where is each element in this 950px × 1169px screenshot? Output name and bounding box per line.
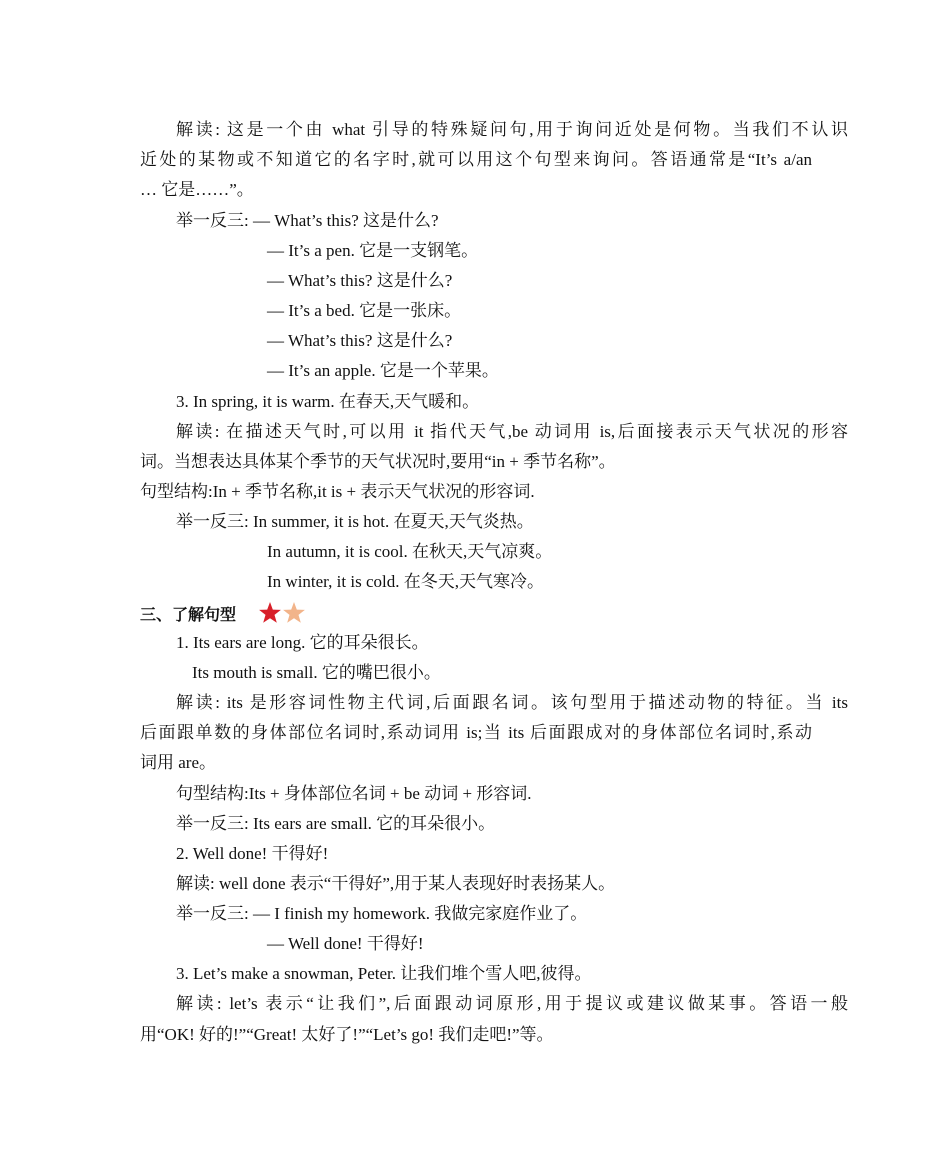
sentence-item: 2. Well done! 干得好! xyxy=(176,844,329,863)
paragraph-line: 后面跟单数的身体部位名词时,系动词用 is;当 its 后面跟成对的身体部位名词时,系动 xyxy=(140,723,812,742)
structure-line: 句型结构:Its + 身体部位名词 + be 动词 + 形容词. xyxy=(176,784,532,803)
example-line: In autumn, it is cool. 在秋天,天气凉爽。 xyxy=(267,542,553,561)
sentence-item: 3. In spring, it is warm. 在春天,天气暖和。 xyxy=(176,392,480,411)
paragraph-line: 用“OK! 好的!”“Great! 太好了!”“Let’s go! 我们走吧!”等。 xyxy=(140,1025,554,1044)
sentence-item: Its mouth is small. 它的嘴巴很小。 xyxy=(192,663,441,682)
example-line: — It’s an apple. 它是一个苹果。 xyxy=(267,361,499,380)
example-line: — What’s this? 这是什么? xyxy=(267,271,453,290)
star-rating-icon xyxy=(258,601,308,625)
section-heading-text: 三、了解句型 xyxy=(140,605,237,624)
star-faded-icon xyxy=(283,602,305,623)
example-line: 举一反三: — What’s this? 这是什么? xyxy=(176,211,439,230)
paragraph-line: 解读: its 是形容词性物主代词,后面跟名词。该句型用于描述动物的特征。当 its xyxy=(176,693,848,712)
sentence-item: 1. Its ears are long. 它的耳朵很长。 xyxy=(176,633,429,652)
example-line: 举一反三: Its ears are small. 它的耳朵很小。 xyxy=(176,814,496,833)
example-line: — It’s a pen. 它是一支钢笔。 xyxy=(267,241,479,260)
paragraph-line: … 它是……”。 xyxy=(140,180,254,199)
sentence-item: 3. Let’s make a snowman, Peter. 让我们堆个雪人吧,彼得。 xyxy=(176,964,592,983)
example-line: 举一反三: In summer, it is hot. 在夏天,天气炎热。 xyxy=(176,512,534,531)
example-line: In winter, it is cold. 在冬天,天气寒冷。 xyxy=(267,572,544,591)
example-line: 举一反三: — I finish my homework. 我做完家庭作业了。 xyxy=(176,904,588,923)
paragraph-line: 词。当想表达具体某个季节的天气状况时,要用“in + 季节名称”。 xyxy=(140,452,616,471)
paragraph-line: 近处的某物或不知道它的名字时,就可以用这个句型来询问。答语通常是“It’s a/an xyxy=(140,150,812,169)
star-filled-icon xyxy=(259,602,281,623)
section-heading xyxy=(140,601,812,627)
structure-line: 句型结构:In + 季节名称,it is + 表示天气状况的形容词. xyxy=(140,482,535,501)
paragraph-line: 解读: 在描述天气时,可以用 it 指代天气,be 动词用 is,后面接表示天气状况的形容 xyxy=(176,422,848,441)
paragraph-line: 解读: well done 表示“干得好”,用于某人表现好时表扬某人。 xyxy=(176,874,616,893)
example-line: — What’s this? 这是什么? xyxy=(267,331,453,350)
paragraph-line: 解读: let’s 表示“让我们”,后面跟动词原形,用于提议或建议做某事。答语一般 xyxy=(176,994,848,1013)
example-line: — It’s a bed. 它是一张床。 xyxy=(267,301,462,320)
paragraph-line: 词用 are。 xyxy=(140,753,217,772)
paragraph-line: 解读: 这是一个由 what 引导的特殊疑问句,用于询问近处是何物。当我们不认识 xyxy=(176,120,848,139)
example-line: — Well done! 干得好! xyxy=(267,934,424,953)
